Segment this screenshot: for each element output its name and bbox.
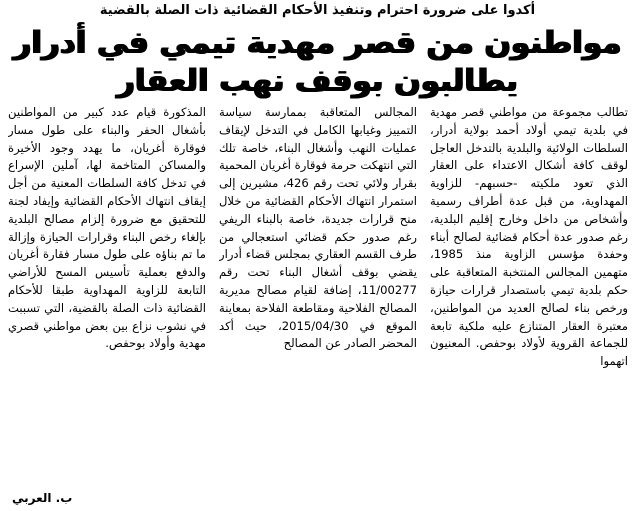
article-column-2: المجالس المتعاقبة بممارسة سياسة التمييز وغيابها الكامل في التدخل لإيقاف عمليات النهب وأشغال البناء، خاصة تلك التي انتهكت حرمة فوقارة أغريان المحمية بقرار ولائي تحت رقم 426، مشيرين إلى استمرار انتهاك الأحكام القضائية من خلال منح قرارات جديدة، خاصة بالبناء الريفي رغم صدور حكم قضائي استعجالي من طرف القسم العقاري بمجلس قضاء أدرار يقضي بوقف أشغال البناء تحت رقم 11/00277، إضافة لقيام مصالح مديرية المصالح الفلاحية ومقاطعة الفلاحة بمعاينة الموقع في 2015/04/30، حيث أكد المحضر الصادر عن المصالح xyxy=(219,105,417,351)
article-kicker: أكدوا على ضرورة احترام وتنفيذ الأحكام القضائية ذات الصلة بالقضية xyxy=(99,3,536,18)
article-column-3: المذكورة قيام عدد كبير من المواطنين بأشغال الحفر والبناء على طول مسار فوقارة أغريان، ما يهدد وجود الأخيرة والمساكن المتاخمة لها، آملين الإسراع في تدخل كافة السلطات المعنية من أجل إيقاف انتهاك الأحكام القضائية وإيفاد لجنة للتحقيق مع ضرورة إلزام مصالح البلدية بإلغاء رخص البناء وقرارات الحيازة وإزالة ما تم بناؤه على طول مسار فقارة أغريان والدفع بعملية تأسيس المسح للأراضي التابعة للزاوية المهداوية طبقا للأحكام القضائية ذات الصلة بالقضية، التي تسببت في نشوب نزاع بين بعض مواطني قصري مهدية وأولاد بوحفص. xyxy=(8,105,206,351)
article-column-1: تطالب مجموعة من مواطني قصر مهدية في بلدية تيمي أولاد أحمد بولاية أدرار، السلطات الولائية والبلدية بالتدخل العاجل لوقف كافة أشكال الاعتداء على العقار الذي تعود ملكيته -حسبهم- للزاوية المهداوية، من قبل عدة أطراف رسمية وأشخاص من داخل وخارج إقليم البلدية، رغم صدور عدة أحكام قضائية لصالح أبناء وحفدة مؤسس الزاوية منذ 1985، متهمين المجالس المنتخبة المتعاقبة على حكم بلدية تيمي باستصدار قرارات حيازة ورخص بناء لصالح العديد من المواطنين، معتبرة العقار المتنازع عليه ملكية تابعة للجماعة القروية لأولاد بوحفص. المعنيون اتهموا xyxy=(430,105,628,369)
article-body xyxy=(8,104,628,504)
article-title-line-1: مواطنون من قصر مهدية تيمي في أدرار xyxy=(13,25,622,61)
article-byline: ب. العربي xyxy=(12,491,73,505)
article-title-line-2: يطالبون بوقف نهب العقار xyxy=(117,63,518,99)
